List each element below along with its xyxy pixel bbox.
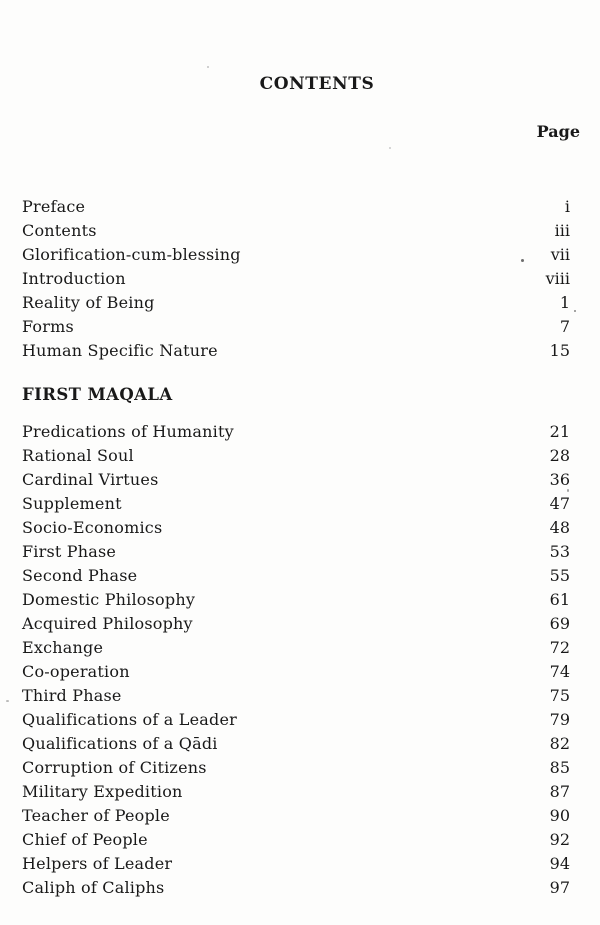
toc-row [22, 315, 570, 339]
scan-speck [521, 259, 524, 262]
toc-entry-page: 92 [549, 829, 570, 849]
toc-entry-page: 72 [549, 637, 570, 657]
toc-entry-page: iii [554, 221, 570, 240]
toc-row [22, 660, 570, 684]
toc-entry-page: 74 [549, 661, 570, 681]
toc-entry-label: Caliph of Caliphs [22, 877, 165, 897]
toc-entry-label: Reality of Being [22, 293, 155, 312]
toc-entry-page: 69 [549, 613, 570, 633]
toc-row [22, 684, 570, 708]
toc-row [22, 876, 570, 900]
toc-row [22, 219, 570, 243]
toc-entry-page: 21 [549, 421, 570, 441]
toc-entry-label: Chief of People [22, 829, 148, 849]
toc-row [22, 420, 570, 444]
toc-entry-label: Corruption of Citizens [22, 757, 207, 777]
toc-row [22, 756, 570, 780]
toc-entry-label: First Phase [22, 541, 117, 561]
toc-row [22, 636, 570, 660]
toc-entry-page: 75 [549, 685, 570, 705]
toc-row [22, 291, 570, 315]
toc-row [22, 564, 570, 588]
toc-entry-page: 53 [549, 541, 570, 561]
toc-entry-page: viii [545, 269, 570, 288]
toc-entry-label: Third Phase [22, 685, 122, 705]
toc-entry-page: 94 [549, 853, 570, 873]
toc-row [22, 780, 570, 804]
toc-row [22, 339, 570, 363]
page-column-header: Page [536, 122, 580, 141]
toc-entry-page: 87 [549, 781, 570, 801]
front-matter-list [0, 195, 600, 363]
page-title: CONTENTS [259, 74, 375, 94]
toc-entry-label: Glorification-cum-blessing [22, 245, 241, 264]
scan-speck [207, 66, 209, 68]
first-maqala-list [0, 420, 600, 900]
toc-row [22, 804, 570, 828]
toc-entry-label: Qualifications of a Qādi [22, 733, 218, 753]
toc-entry-label: Supplement [22, 493, 122, 513]
toc-entry-page: 36 [549, 469, 570, 489]
toc-row [22, 468, 570, 492]
toc-row [22, 243, 570, 267]
toc-entry-page: 61 [549, 589, 570, 609]
scan-speck [567, 489, 569, 492]
toc-entry-page: 15 [549, 341, 570, 360]
toc-row [22, 195, 570, 219]
toc-entry-label: Second Phase [22, 565, 138, 585]
toc-entry-label: Predications of Humanity [22, 421, 234, 441]
section-heading-first-maqala: FIRST MAQALA [22, 385, 173, 404]
scan-speck [6, 700, 9, 702]
toc-row [22, 444, 570, 468]
toc-entry-page: 82 [549, 733, 570, 753]
toc-entry-label: Domestic Philosophy [22, 589, 196, 609]
toc-row [22, 267, 570, 291]
toc-row [22, 588, 570, 612]
toc-entry-label: Socio-Economics [22, 517, 163, 537]
toc-entry-label: Rational Soul [22, 445, 134, 465]
toc-row [22, 708, 570, 732]
toc-entry-page: 1 [559, 293, 570, 312]
scan-speck [574, 310, 576, 312]
scan-speck [389, 147, 391, 149]
toc-row [22, 828, 570, 852]
toc-row [22, 516, 570, 540]
toc-row [22, 612, 570, 636]
toc-entry-label: Teacher of People [22, 805, 170, 825]
toc-entry-page: i [564, 197, 570, 216]
toc-entry-page: 97 [549, 877, 570, 897]
toc-entry-page: 79 [549, 709, 570, 729]
toc-entry-page: vii [550, 245, 570, 264]
toc-row [22, 492, 570, 516]
toc-entry-page: 85 [549, 757, 570, 777]
toc-row [22, 540, 570, 564]
toc-entry-label: Qualifications of a Leader [22, 709, 237, 729]
toc-entry-page: 90 [549, 805, 570, 825]
toc-entry-label: Acquired Philosophy [22, 613, 193, 633]
toc-row [22, 732, 570, 756]
toc-row [22, 852, 570, 876]
toc-entry-label: Helpers of Leader [22, 853, 173, 873]
toc-entry-label: Military Expedition [22, 781, 183, 801]
toc-entry-label: Co-operation [22, 661, 130, 681]
toc-entry-label: Cardinal Virtues [22, 469, 159, 489]
toc-entry-label: Exchange [22, 637, 104, 657]
toc-entry-page: 47 [549, 493, 570, 513]
toc-entry-page: 48 [549, 517, 570, 537]
toc-entry-label: Preface [22, 197, 86, 216]
toc-entry-page: 28 [549, 445, 570, 465]
toc-entry-label: Introduction [22, 269, 126, 288]
toc-entry-page: 55 [549, 565, 570, 585]
toc-entry-label: Human Specific Nature [22, 341, 218, 360]
toc-entry-label: Contents [22, 221, 97, 240]
toc-entry-page: 7 [559, 317, 570, 336]
toc-entry-label: Forms [22, 317, 74, 336]
